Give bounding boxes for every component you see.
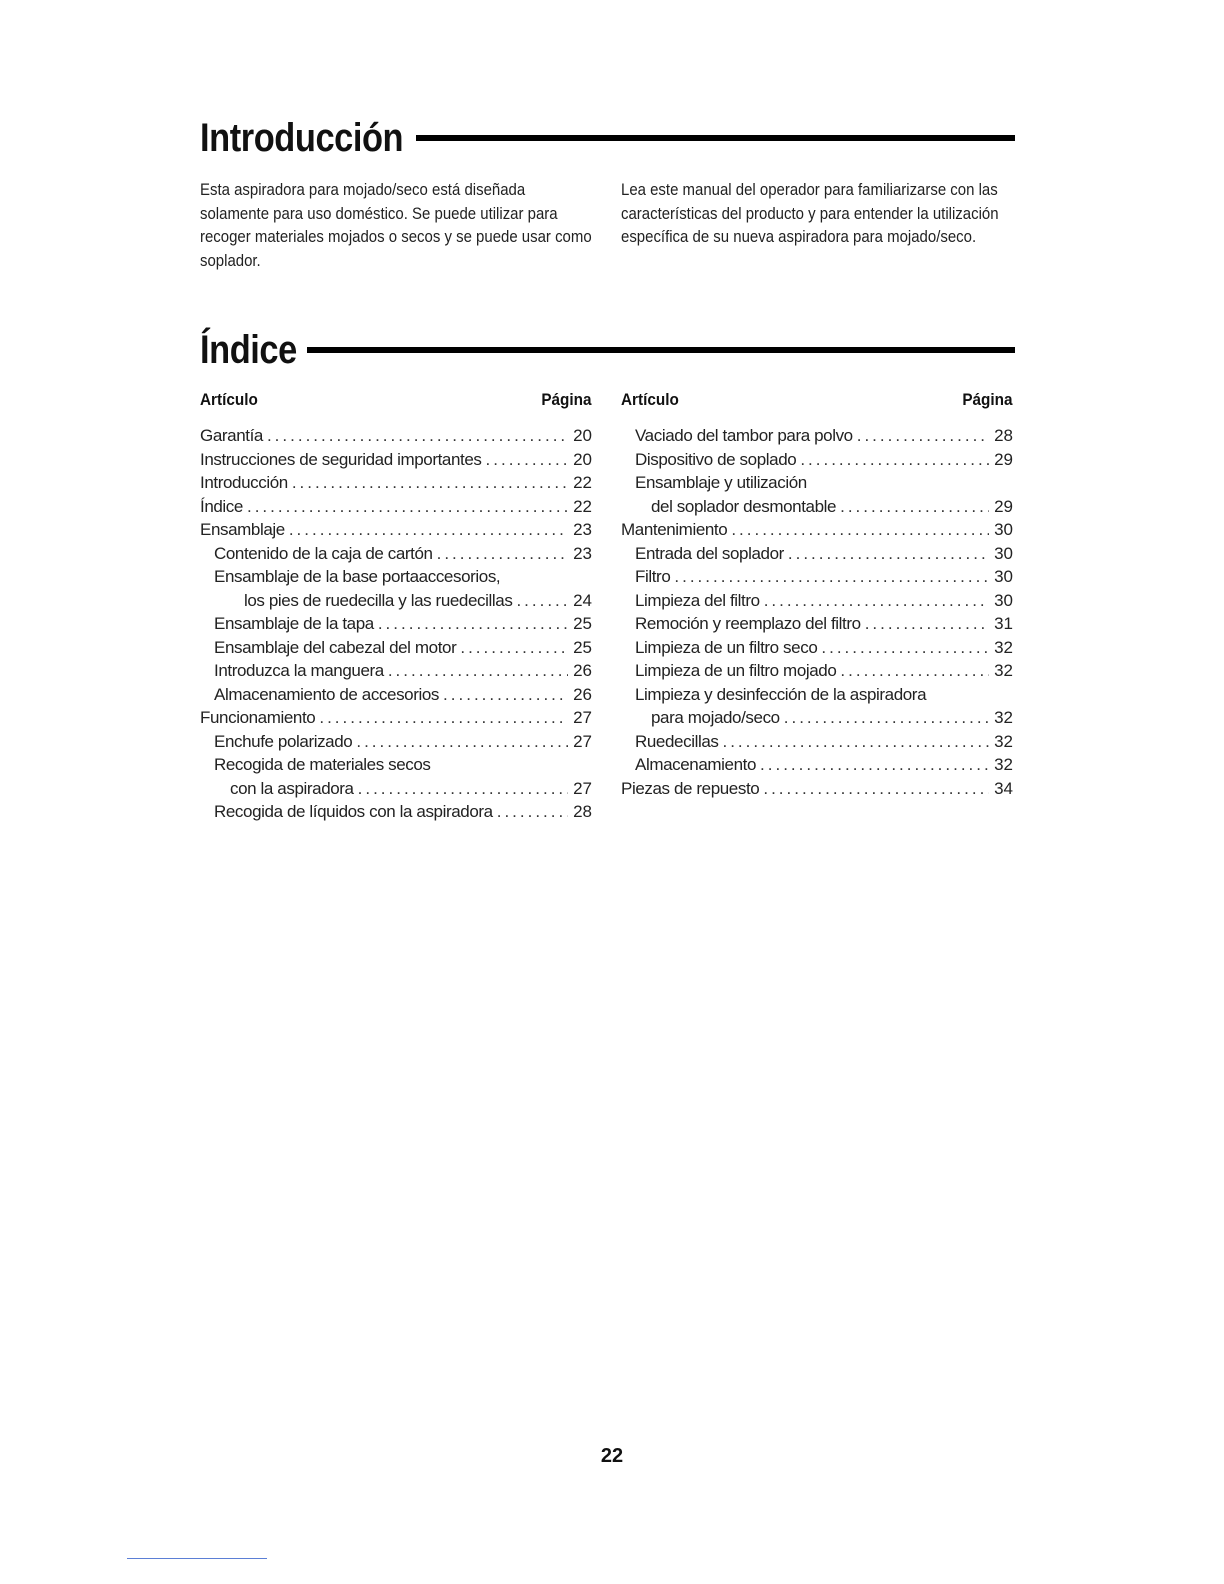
toc-row-label: Limpieza de un filtro seco [635,637,818,657]
toc-row-leader [821,638,989,658]
toc-row-page: 25 [573,637,592,657]
intro-right-column [621,178,999,249]
intro-right-text: Lea este manual del operador para familiarizarse con las características del producto y para entender la utilización específica de su nueva aspiradora para mojado/seco. [621,180,999,246]
toc-row [200,497,592,521]
toc-row-label: Remoción y reemplazo del filtro [635,614,861,633]
toc-row-label: Almacenamiento de accesorios [214,684,440,704]
toc-right-col-article: Artículo [621,390,679,409]
toc-row-label: Ensamblaje de la tapa [214,614,374,633]
toc-left-col-article: Artículo [200,390,258,409]
toc-row-leader [857,426,989,446]
intro-title: Introducción [200,116,404,160]
intro-left-column [200,178,592,272]
toc-right-col-page: Página [962,390,1013,409]
toc-row-label: Filtro [635,567,671,586]
toc-row-page: 30 [994,520,1013,539]
toc-row [621,567,1013,591]
toc-row-leader [763,779,989,799]
toc-row [200,544,592,568]
toc-row-label: Entrada del soplador [635,543,784,563]
toc-row-page: 32 [994,731,1013,751]
toc-row [621,591,1013,615]
toc-row-page: 28 [573,802,592,821]
toc-row-leader [356,732,568,752]
toc-row-label: Limpieza de un filtro mojado [635,661,837,680]
toc-left-header [200,388,592,418]
toc-row [621,450,1013,474]
toc-row [621,614,1013,638]
toc-row-page: 26 [573,661,592,680]
toc-row-page: 20 [573,449,592,469]
toc-row-label: Limpieza del filtro [635,590,760,610]
toc-row-leader [800,450,989,470]
toc-row-label: los pies de ruedecilla y las ruedecillas [244,590,513,610]
toc-row-label: Índice [200,496,243,516]
toc-right-column [621,388,1013,802]
toc-row-label: Introducción [200,473,288,492]
toc-row-label: Ensamblaje y utilización [635,473,807,492]
intro-heading [200,118,1015,158]
toc-row-page: 34 [994,778,1013,798]
toc-row-page: 30 [994,543,1013,563]
toc-row-label: Dispositivo de soplado [635,449,797,469]
toc-row [200,708,592,732]
toc-row-leader [267,426,568,446]
toc-right-header [621,388,1013,418]
toc-row-label: Mantenimiento [621,520,728,539]
toc-row [200,567,592,591]
toc-row-page: 20 [573,426,592,445]
toc-row-page: 32 [994,755,1013,774]
toc-row [621,520,1013,544]
footer-line [127,1558,267,1559]
toc-row-leader [460,638,568,658]
toc-row-leader [319,708,568,728]
toc-row-leader [784,708,989,728]
toc-row-page: 30 [994,567,1013,586]
toc-row-label: Garantía [200,426,263,445]
toc-row [200,638,592,662]
toc-row-label: Ruedecillas [635,731,719,751]
toc-row-label: Piezas de repuesto [621,778,760,798]
toc-row [621,638,1013,662]
toc-row [621,708,1013,732]
toc-row-leader [731,520,989,540]
toc-row-leader [437,544,568,564]
toc-row-label: Ensamblaje de la base portaaccesorios, [214,567,501,586]
toc-row-page: 27 [573,731,592,751]
toc-row-label: Funcionamiento [200,708,316,727]
toc-row-page: 27 [573,708,592,727]
toc-row-page: 24 [573,590,592,610]
toc-row [200,591,592,615]
toc-row-page: 23 [573,520,592,539]
toc-row [621,779,1013,803]
toc-left-col-page: Página [541,390,592,409]
toc-row [200,661,592,685]
toc-row-leader [388,661,568,681]
toc-row [621,732,1013,756]
toc-row [200,520,592,544]
toc-row [200,450,592,474]
toc-row [621,755,1013,779]
toc-row-page: 30 [994,590,1013,610]
toc-row-page: 27 [573,778,592,798]
toc-row-label: Instrucciones de seguridad importantes [200,449,482,469]
toc-row-label: Introduzca la manguera [214,661,384,680]
toc-row-leader [760,755,989,775]
toc-row-page: 29 [994,449,1013,469]
index-heading-rule [307,347,1015,353]
toc-row-leader [358,779,568,799]
toc-row-leader [497,802,568,822]
toc-right-list [621,426,1013,802]
toc-row [621,426,1013,450]
toc-row-label: Contenido de la caja de cartón [214,543,433,563]
toc-row [200,685,592,709]
toc-row-leader [865,614,989,634]
intro-left-text: Esta aspiradora para mojado/seco está diseñada solamente para uso doméstico. Se puede utilizar para recoger materiales mojados o secos y se puede usar como soplador. [200,180,592,270]
toc-row [200,755,592,779]
toc-row-leader [722,732,989,752]
toc-row-label: para mojado/seco [651,708,780,727]
toc-row-page: 32 [994,637,1013,657]
toc-row-page: 22 [573,496,592,516]
toc-row-page: 23 [573,543,592,563]
toc-row [621,661,1013,685]
toc-row-page: 25 [573,614,592,633]
toc-row-leader [486,450,568,470]
toc-row-label: Recogida de líquidos con la aspiradora [214,802,493,821]
toc-row-label: Limpieza y desinfección de la aspiradora [635,684,927,704]
toc-left-list [200,426,592,826]
toc-row-leader [840,661,989,681]
toc-row-label: Enchufe polarizado [214,731,353,751]
toc-row-leader [247,497,568,517]
toc-row-label: Vaciado del tambor para polvo [635,426,853,445]
toc-row-label: con la aspiradora [230,778,354,798]
toc-row [200,473,592,497]
toc-row [621,497,1013,521]
toc-row [200,732,592,756]
toc-row [200,614,592,638]
toc-row-label: Recogida de materiales secos [214,755,431,774]
toc-row-leader [764,591,989,611]
index-title: Índice [200,328,297,372]
toc-row-leader [443,685,568,705]
page-number: 22 [600,1445,624,1467]
toc-row-leader [292,473,568,493]
toc-left-column [200,388,592,826]
toc-row-leader [674,567,989,587]
toc-row-label: Ensamblaje del cabezal del motor [214,637,457,657]
toc-row-page: 29 [994,496,1013,516]
toc-row-page: 31 [994,614,1013,633]
toc-row-leader [289,520,568,540]
toc-row-label: Ensamblaje [200,520,285,539]
toc-row [200,802,592,826]
toc-row-page: 32 [994,708,1013,727]
toc-row-page: 28 [994,426,1013,445]
toc-row-leader [378,614,568,634]
toc-row-leader [516,591,568,611]
toc-row [621,685,1013,709]
intro-heading-rule [416,135,1015,141]
toc-row-label: del soplador desmontable [651,496,837,516]
toc-row-leader [840,497,989,517]
toc-row [200,779,592,803]
toc-row [621,473,1013,497]
toc-row-page: 26 [573,684,592,704]
toc-row-page: 22 [573,473,592,492]
toc-row [200,426,592,450]
toc-row [621,544,1013,568]
toc-row-leader [788,544,989,564]
toc-row-page: 32 [994,661,1013,680]
toc-row-label: Almacenamiento [635,755,757,774]
index-heading [200,330,1015,370]
